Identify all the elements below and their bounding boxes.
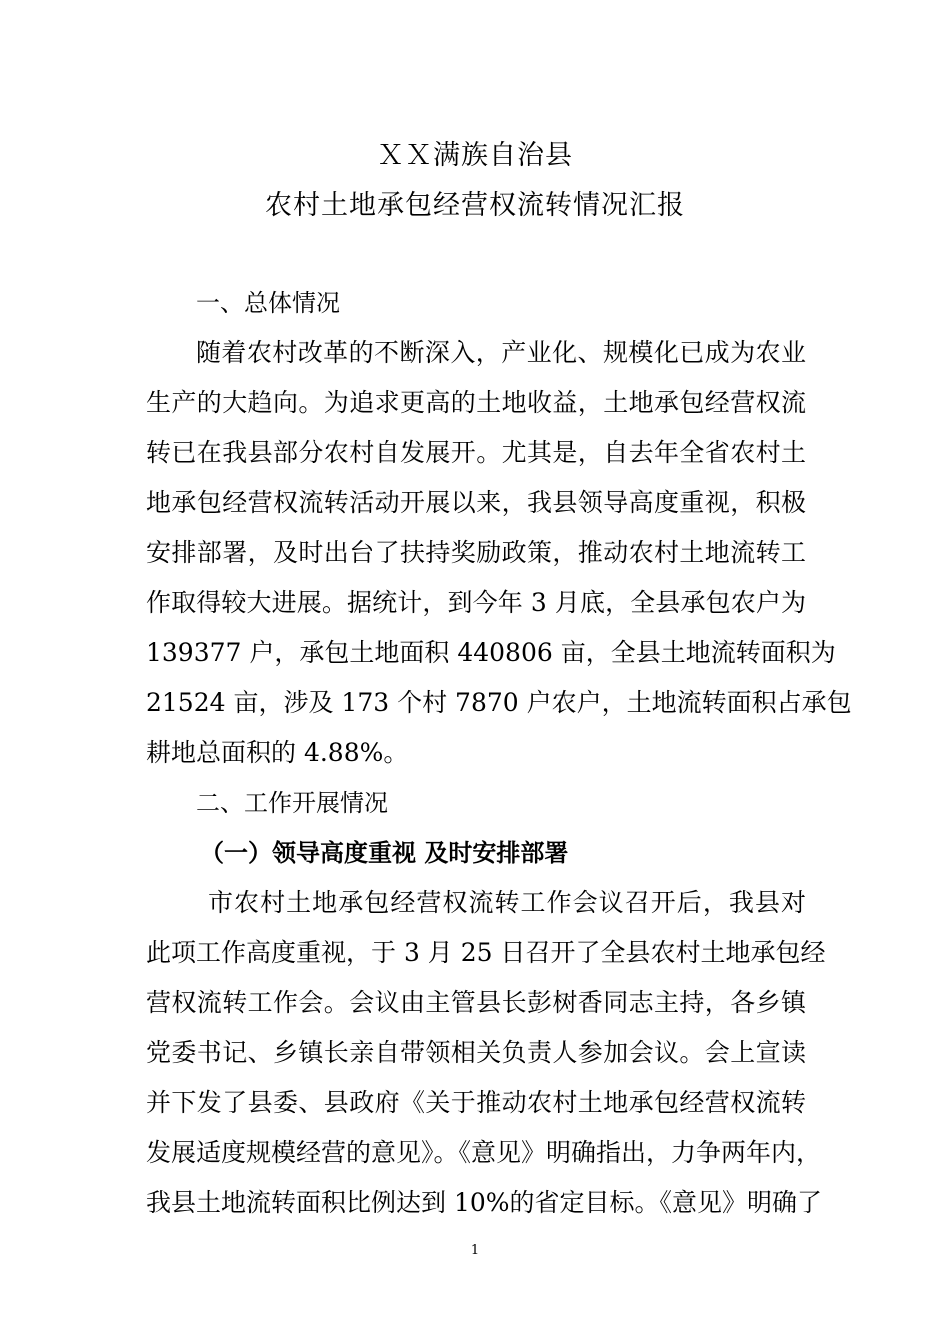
subsection-heading-1: （一）领导高度重视 及时安排部署 [200,839,569,867]
paragraph-line: 耕地总面积的 4.88%。 [146,738,409,767]
document-body [146,278,852,1228]
page-number: 1 [470,1243,480,1258]
paragraph-line: 作取得较大进展。据统计，到今年 3 月底，全县承包农户为 [146,588,806,617]
paragraph-line: 139377 户，承包土地面积 440806 亩，全县土地流转面积为 [146,638,836,667]
paragraph-line: 此项工作高度重视，于 3 月 25 日召开了全县农村土地承包经 [146,938,826,967]
paragraph-line: 并下发了县委、县政府《关于推动农村土地承包经营权流转 [146,1088,806,1117]
paragraph-line: 我县土地流转面积比例达到 10%的省定目标。《意见》明确了 [146,1188,823,1217]
paragraph-line: 市农村土地承包经营权流转工作会议召开后，我县对 [208,888,806,917]
paragraph-line: 发展适度规模经营的意见》。《意见》明确指出，力争两年内， [146,1138,822,1167]
paragraph-line: 21524 亩，涉及 173 个村 7870 户农户，土地流转面积占承包 [146,688,852,717]
paragraph-line: 随着农村改革的不断深入，产业化、规模化已成为农业 [196,338,806,367]
document-title-line-2: 农村土地承包经营权流转情况汇报 [265,190,685,221]
paragraph-line: 党委书记、乡镇长亲自带领相关负责人参加会议。会上宣读 [146,1038,806,1067]
section-heading-1: 一、总体情况 [196,289,340,317]
paragraph-line: 生产的大趋向。为追求更高的土地收益，土地承包经营权流 [146,388,806,417]
section-heading-2: 二、工作开展情况 [196,789,388,817]
paragraph-line: 转已在我县部分农村自发展开。尤其是，自去年全省农村土 [146,438,806,467]
paragraph-line: 地承包经营权流转活动开展以来，我县领导高度重视，积极 [146,488,806,517]
paragraph-line: 营权流转工作会。会议由主管县长彭树香同志主持，各乡镇 [146,988,806,1017]
document-title-line-1: ＸＸ满族自治县 [377,140,573,171]
paragraph-line: 安排部署，及时出台了扶持奖励政策，推动农村土地流转工 [146,538,806,567]
